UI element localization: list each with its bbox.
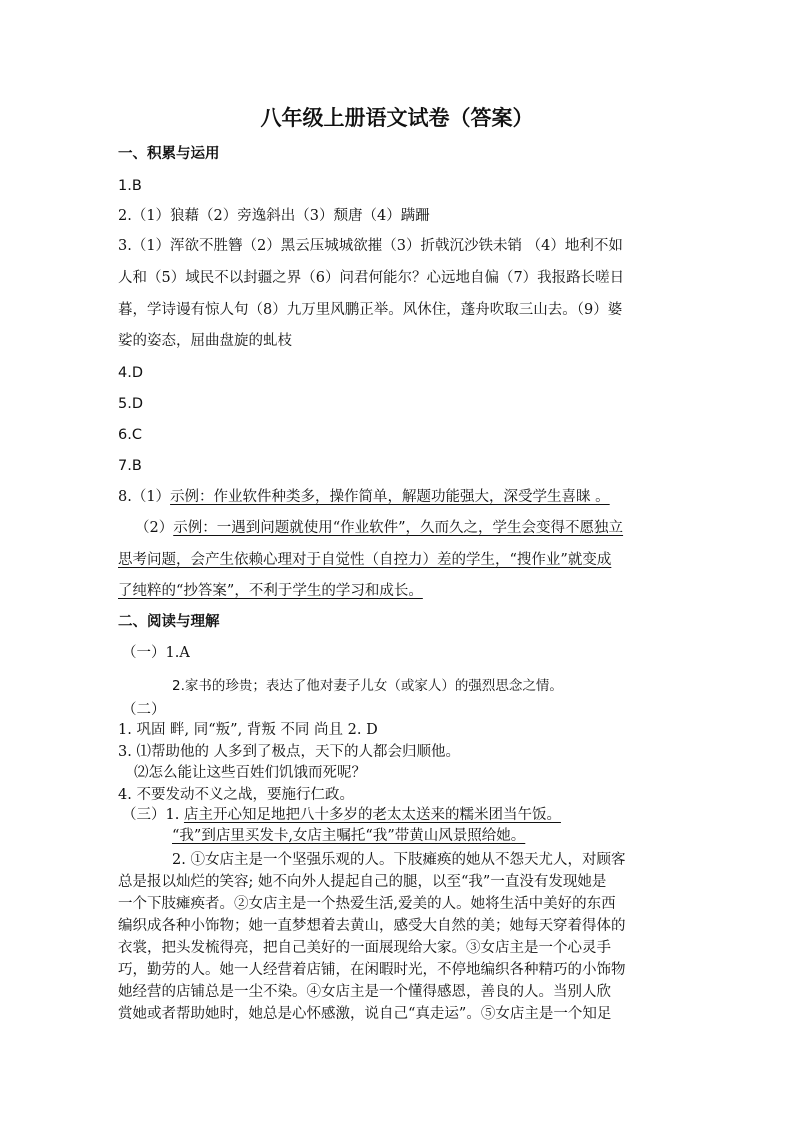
answer-q8-1-prefix: 8.（1）	[118, 489, 171, 505]
answer-q8-2-line: 思考问题，会产生依赖心理对于自觉性（自控力）差的学生，“搜作业”就变成	[118, 552, 612, 568]
answer-q5: 5.D	[118, 396, 143, 412]
section-heading-2: 二、阅读与理解	[118, 614, 220, 630]
answer-q8-2-text: 示例：一遇到问题就使用“作业软件”，久而久之，学生会变得不愿独立	[173, 520, 624, 536]
part3-q2-line: 2. ①女店主是一个坚强乐观的人。下肢瘫痪的她从不怨天尤人，对顾客	[172, 852, 626, 868]
part1-q2: 2.家书的珍贵；表达了他对妻子儿女（或家人）的强烈思念之情。	[172, 678, 563, 694]
part3-q1-a: 店主开心知足地把八十多岁的老太太送来的糯米团当午饭。	[183, 807, 561, 823]
part3-q2-line: 巧，勤劳的人。她一人经营着店铺，在闲暇时光，不停地编织各种精巧的小饰物	[118, 962, 626, 978]
part3-q1	[122, 805, 561, 825]
answer-q8-1	[118, 487, 610, 507]
part3-q2-line: 赏她或者帮助她时，她总是心怀感激，说自己“真走运”。⑤女店主是一个知足	[118, 1006, 612, 1022]
part2-q3-2: ⑵怎么能让这些百姓们饥饿而死呢？	[134, 765, 366, 781]
part3-q1-b: “我”到店里买发卡,女店主嘱托“我”带黄山风景照给她。	[172, 828, 526, 844]
part2-q1: 1. 巩固 畔, 同“叛”, 背叛 不同 尚且 2. D	[118, 722, 378, 738]
answer-q3-line: 暮，学诗谩有惊人句（8）九万里风鹏正举。风休住，蓬舟吹取三山去。（9）婆	[118, 302, 623, 318]
answer-q1: 1.B	[118, 178, 142, 194]
part3-q2-line: 总是报以灿烂的笑容; 她不向外人提起自己的腿，以至“我”一直没有发现她是	[118, 874, 607, 890]
answer-q7: 7.B	[118, 458, 142, 474]
part3-q2-line: 编织成各种小饰物；她一直梦想着去黄山，感受大自然的美；她每天穿着得体的	[118, 918, 626, 934]
part2-label: （二）	[122, 702, 166, 718]
part3-prefix: （三）1.	[122, 807, 184, 823]
answer-q3-line: 娑的姿态，屈曲盘旋的虬枝	[118, 333, 292, 349]
answer-q8-1-text: 示例：作业软件种类多，操作简单，解题功能强大，深受学生喜睐 。	[170, 489, 610, 505]
part3-q2-line: 她经营的店铺总是一尘不染。④女店主是一个懂得感恩，善良的人。当别人欣	[118, 984, 611, 1000]
answer-q8-2-line: 了纯粹的“抄答案”，不利于学生的学习和成长。	[118, 583, 423, 599]
answer-q8-2-prefix: （2）	[135, 520, 174, 536]
answer-q3-line: 人和（5）域民不以封疆之界（6）问君何能尔？心远地自偏（7）我报路长嗟日	[118, 270, 625, 286]
part2-q4: 4. 不要发动不义之战，要施行仁政。	[118, 787, 354, 803]
part1-q1: （一）1.A	[122, 645, 190, 661]
answer-q4: 4.D	[118, 365, 143, 381]
part2-q3-1: 3. ⑴帮助他的 人多到了极点，天下的人都会归顺他。	[118, 744, 461, 760]
page-title: 八年级上册语文试卷（答案）	[260, 106, 534, 130]
part3-q2-line: 衣裳，把头发梳得亮，把自己美好的一面展现给大家。③女店主是一个心灵手	[118, 940, 611, 956]
answer-q8-2	[135, 518, 623, 538]
section-heading-1: 一、积累与运用	[118, 146, 220, 162]
answer-q3-line: 3.（1）浑欲不胜簪（2）黑云压城城欲摧（3）折戟沉沙铁未销 （4）地利不如	[118, 238, 623, 254]
part3-q2-line: 一个下肢瘫痪者。②女店主是一个热爱生活,爱美的人。她将生活中美好的东西	[118, 896, 616, 912]
answer-q6: 6.C	[118, 427, 142, 443]
answer-q2: 2.（1）狼藉（2）旁逸斜出（3）颓唐（4）蹒跚	[118, 208, 430, 224]
